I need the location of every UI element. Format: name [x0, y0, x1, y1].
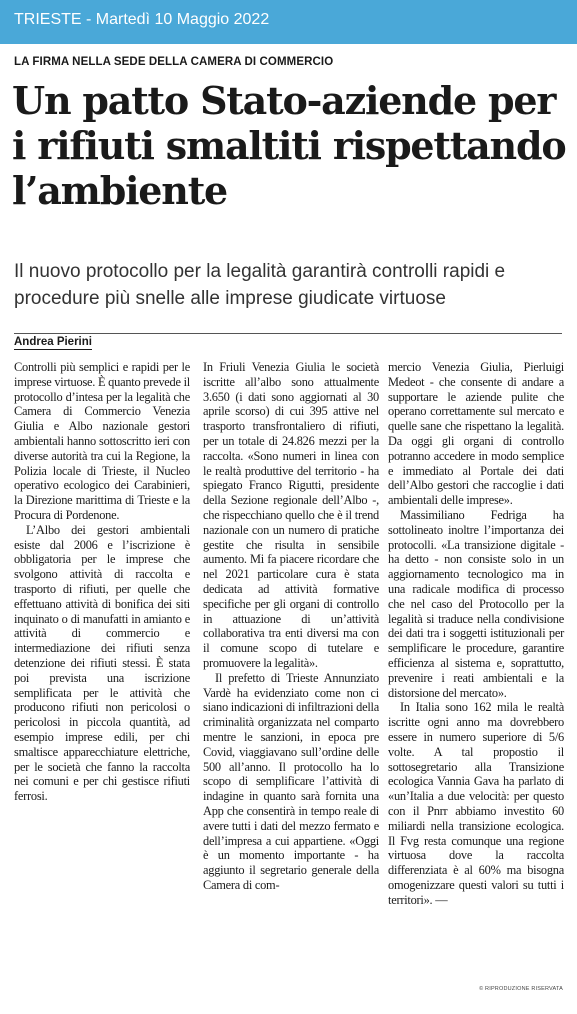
copyright-notice: © RIPRODUZIONE RISERVATA: [479, 986, 563, 992]
text-column-3: [388, 360, 564, 907]
paragraph: In Italia sono 162 mila le realtà iscritte ogni anno ma dovrebbero essere in numero superiore di 5/6 volte. A tal propostio il sottosegretario alla Transizione ecologica Vannia Gava ha parlato di «un’Italia a due velocità: per questo con il Pnrr abbiamo investito 60 miliardi nella transizione ecologica. Il Fvg resta comunque una regione virtuosa dove la raccolta differenziata è al 60% ma bisogna omogenizzare questi valori su tutti i territori». —: [388, 700, 564, 907]
author-divider: [14, 333, 562, 334]
author-byline: Andrea Pierini: [14, 336, 92, 348]
paragraph: Massimiliano Fedriga ha sottolineato inoltre l’importanza dei protocolli. «La transizione digitale - ha detto - non consiste solo in un aggiornamento tecnologico ma in una radicale modifica di processo che nel caso del Protocollo per la legalità si traduce nella condivisione dei dati tra i soggetti istituzionali per semplificare le procedure, garantire efficienza al sistema e, soprattutto, prevenire i reati ambientali e la distorsione del mercato».: [388, 507, 564, 700]
paragraph: L’Albo dei gestori ambientali esiste dal 2006 e l’iscrizione è obbligatoria per le imprese che svolgono attività di raccolta e trasporto di rifiuti, per quelle che effettuano attività di bonifica dei siti inquinato o di manufatti in amianto e attività di commercio e intermediazione dei rifiuti senza detenzione dei rifiuti stessi. È stata poi prevista una iscrizione semplificata per le attività che producono rifiuti non pericolosi o pericolosi in piccola quantità, ad esempio imprese edili, per chi smaltisce apparecchiature elettriche, per le società che fanno la raccolta nei comuni e per chi gestisce rifiuti ferrosi.: [14, 522, 190, 804]
text-column-1: [14, 360, 190, 804]
article-kicker: LA FIRMA NELLA SEDE DELLA CAMERA DI COMMERCIO: [14, 56, 334, 68]
article-headline: Un patto Stato-aziende per i rifiuti smaltiti rispettando l’ambiente: [12, 78, 566, 213]
paragraph: Il prefetto di Trieste Annunziato Vardè ha evidenziato come non ci siano indicazioni di infiltrazioni della criminalità organizzata nel comparto mentre le sanzioni, in epoca pre Covid, viaggiavano sull’ordine delle 500 all’anno. Il protocollo ha lo scopo di semplificare l’attività di indagine in quanto sarà fornita una App che consentirà in tempo reale di avere tutti i dati del mezzo fermato e dell’impresa a cui appartiene. «Oggi è un momento importante - ha aggiunto il segretario generale della Camera di com-: [203, 670, 379, 892]
paragraph: mercio Venezia Giulia, Pierluigi Medeot - che consente di andare a supportare le aziende pulite che operano correttamente sul mercato e quelle sane che rispettano la legalità. Da oggi gli organi di controllo potranno accedere in modo semplice e immediato al Portale dei dati dell’Albo gestori che raccoglie i dati ambientali delle imprese».: [388, 360, 564, 508]
dateline-bar: [0, 0, 577, 44]
article-subheadline: Il nuovo protocollo per la legalità garantirà controlli rapidi e procedure più snelle alle imprese giudicate virtuose: [14, 261, 506, 309]
paragraph: Controlli più semplici e rapidi per le imprese virtuose. È quanto prevede il protocollo d’intesa per la legalità che Camera di Commercio Venezia Giulia e Albo nazionale gestori ambientali hanno sottoscritto ieri con diverse autorità tra cui la Regione, la Polizia locale di Trieste, il Nucleo operativo ecologico dei Carabinieri, la Direzione marittima di Trieste e la Procura di Pordenone.: [14, 360, 190, 522]
text-column-2: [203, 360, 379, 893]
paragraph: In Friuli Venezia Giulia le società iscritte all’albo sono attualmente 3.650 (i dati sono aggiornati al 30 aprile scorso) di cui 395 attive nel trasporto transfrontaliero di rifiuti, per un totale di 24.826 mezzi per la raccolta. «Sono numeri in linea con le realtà produttive del territorio - ha spiegato Franco Rigutti, presidente della Sezione regionale dell’Albo -, che rispecchiano quello che è il trend nazionale con un numero di pratiche gestite che risulta in sensibile aumento. Mi fa piacere ricordare che nel 2021 particolare cura è stata dedicata ad attività formative specifiche per gli organi di controllo in attuazione di un’attività collaborativa tra enti diversi ma con il comune scopo di tutelare e promuovere la legalità».: [203, 360, 379, 670]
dateline: TRIESTE - Martedì 10 Maggio 2022: [14, 11, 270, 28]
